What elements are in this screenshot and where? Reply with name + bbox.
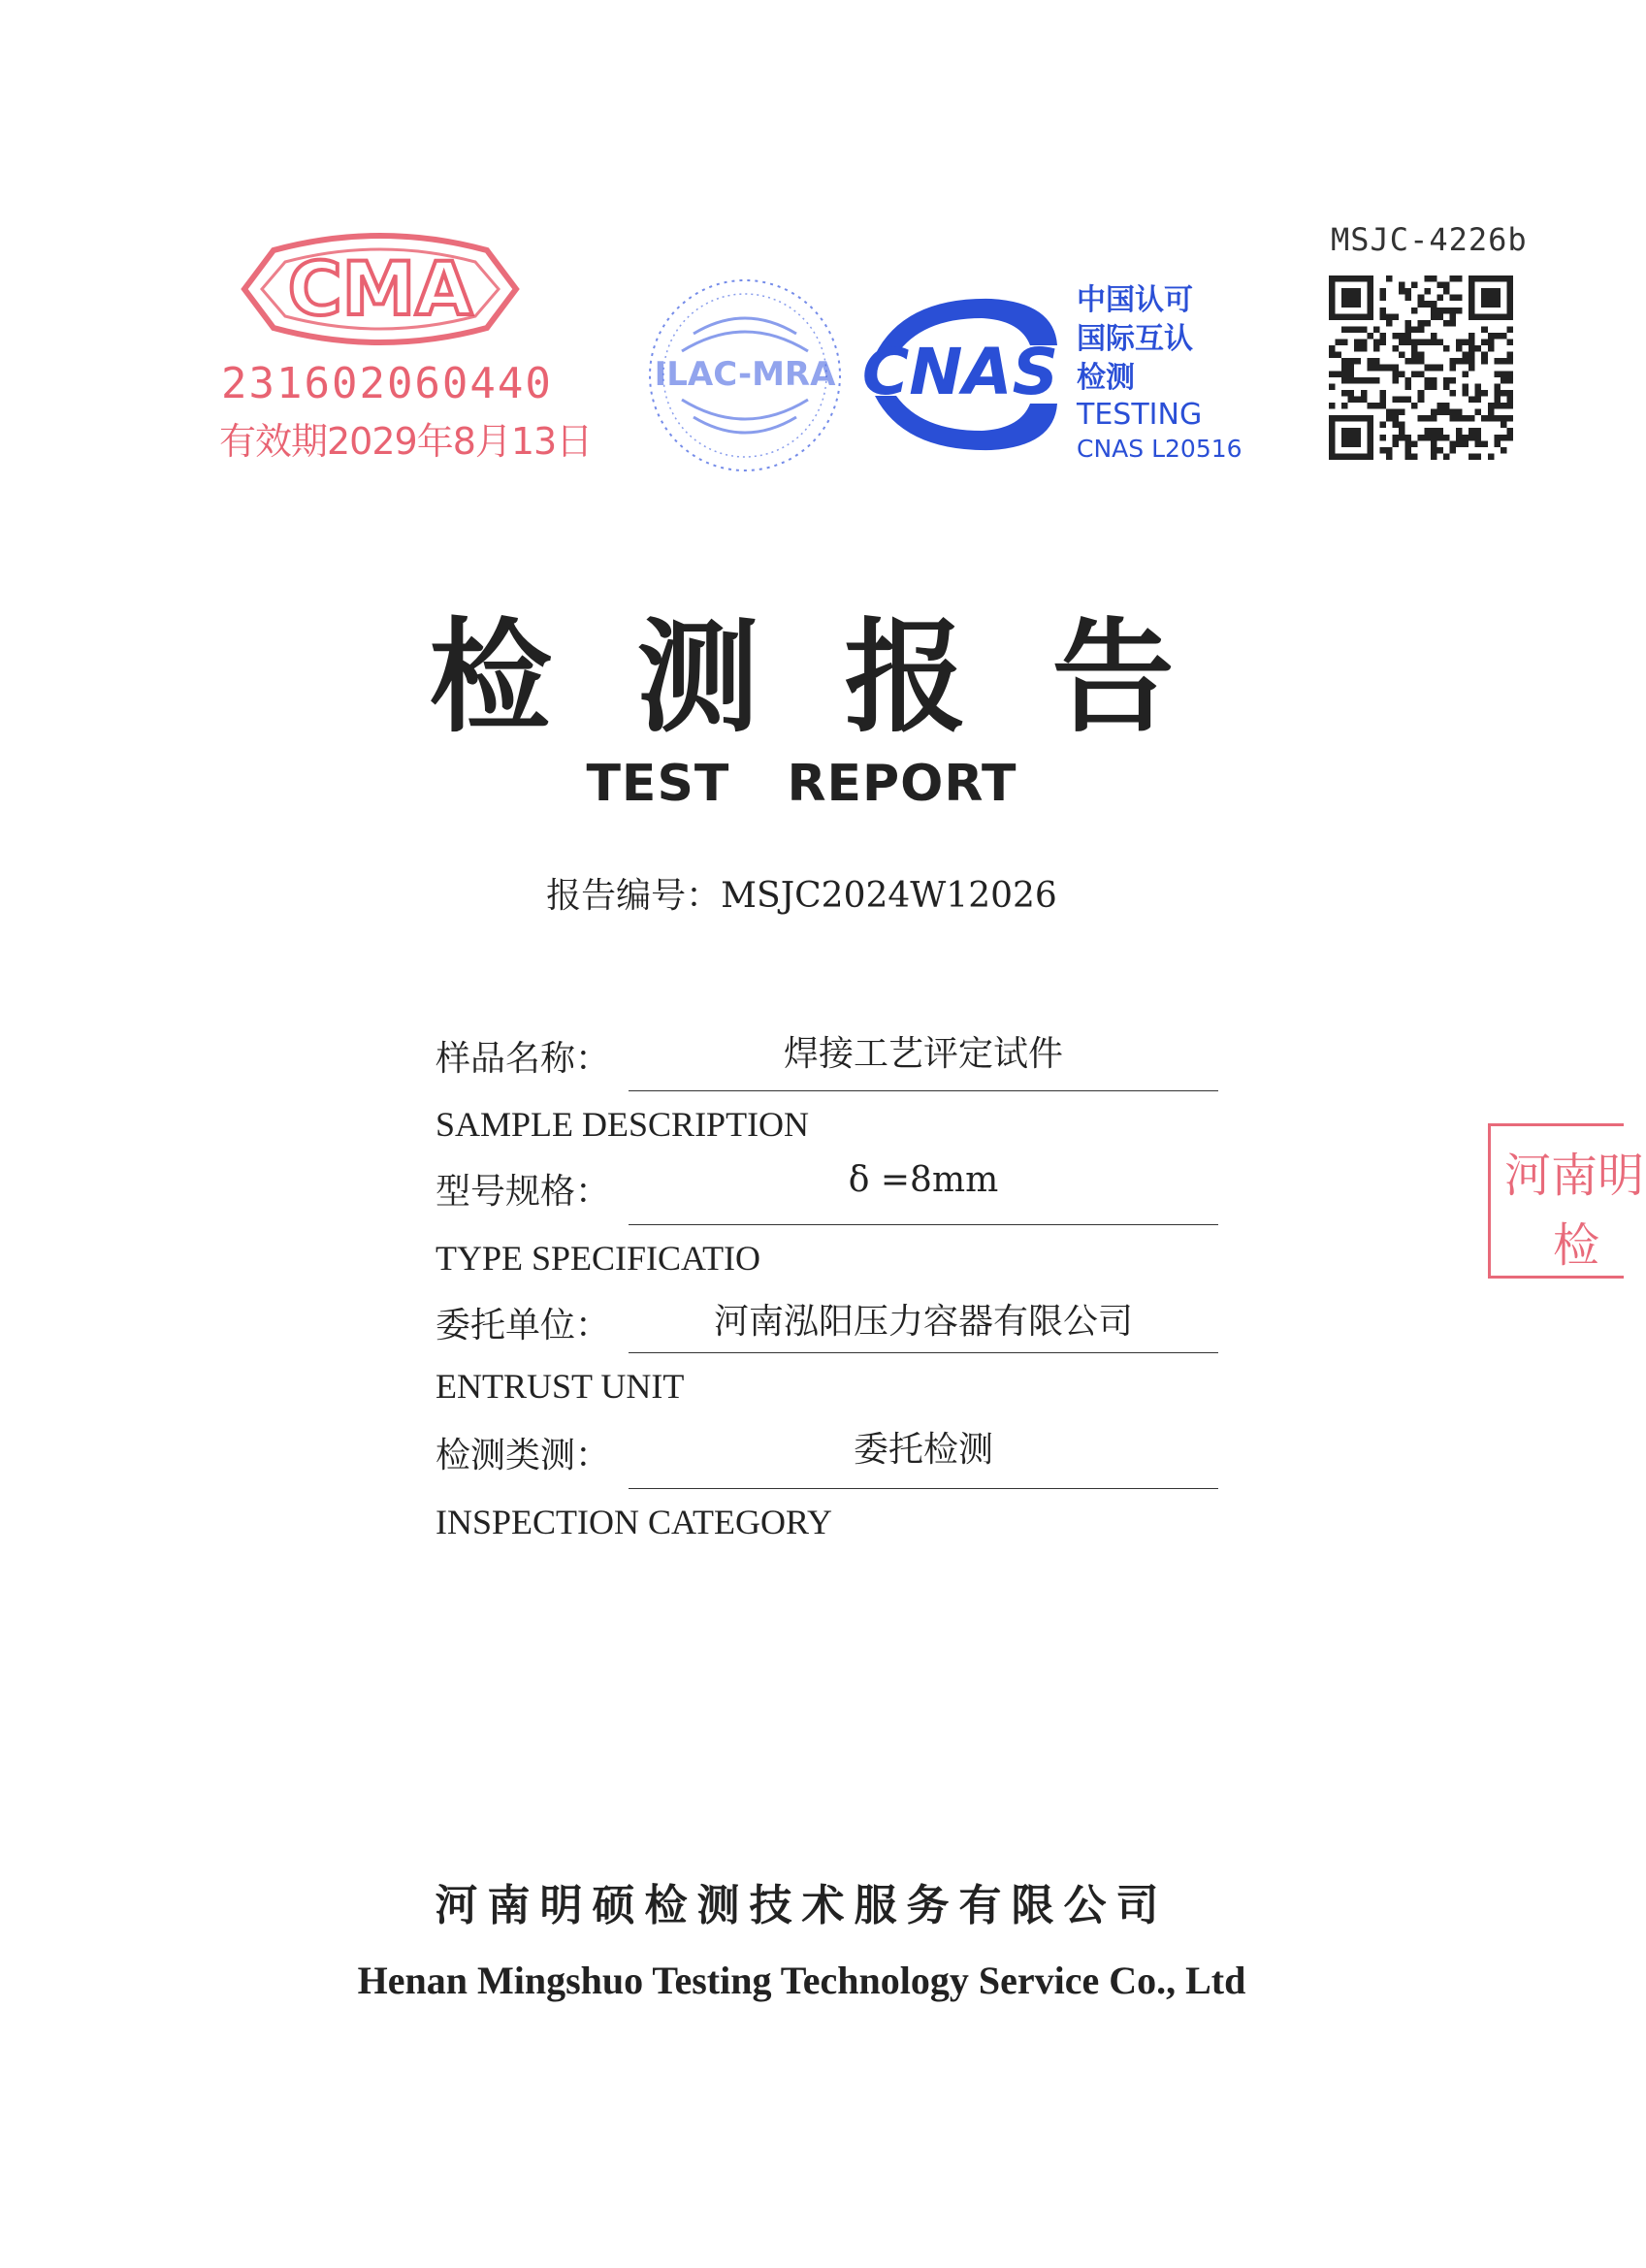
report-number: 报告编号：MSJC2024W12026 [546,876,1057,916]
cnas-logo-icon [846,287,1069,462]
field-underline [629,1488,1218,1489]
field-label-model-spec: 型号规格： [436,1172,611,1212]
cnas-logo-text: CNAS [861,335,1059,409]
field-value-model-spec: δ =8mm [848,1160,999,1200]
side-stamp [1488,1123,1645,1279]
cma-validity: 有效期2029年8月13日 [219,420,593,463]
qr-code-icon [1329,275,1513,460]
field-label-sample-name: 样品名称： [436,1039,611,1079]
cma-logo-icon [235,231,526,357]
report-title-cn: 检测报告 [429,605,1260,749]
field-label-entrust-unit: 委托单位： [436,1306,611,1345]
field-underline [629,1224,1218,1225]
field-label-inspection-category: 检测类测： [436,1436,611,1475]
cnas-testing: TESTING [1077,398,1203,432]
field-label-en-entrust: ENTRUST UNIT [436,1367,685,1406]
cma-stamp [215,231,593,464]
field-underline [629,1090,1218,1091]
document-code: MSJC-4226b [1331,221,1528,258]
cma-logo-text: CMA [287,245,473,332]
field-value-sample-name: 焊接工艺评定试件 [783,1034,1063,1074]
field-label-en-sample: SAMPLE DESCRIPTION [436,1105,810,1144]
field-value-inspection-category: 委托检测 [853,1430,993,1470]
cnas-code: CNAS L20516 [1077,435,1243,463]
report-title-en: TEST REPORT [586,755,1017,813]
cnas-line-1: 中国认可 [1077,283,1193,317]
cnas-line-3: 检测 [1077,361,1135,395]
ilac-label: ILAC-MRA [654,355,836,394]
company-name-en: Henan Mingshuo Testing Technology Service Co., Ltd [357,1959,1246,2002]
field-underline [629,1352,1218,1353]
ilac-mra-seal-icon [643,274,847,477]
cma-number: 231602060440 [221,359,553,408]
field-label-en-inspection: INSPECTION CATEGORY [436,1503,833,1541]
side-stamp-line-1: 河南明 [1504,1149,1645,1203]
field-label-en-type: TYPE SPECIFICATIO [436,1239,761,1278]
field-value-entrust-unit: 河南泓阳压力容器有限公司 [713,1302,1133,1342]
cnas-line-2: 国际互认 [1077,322,1193,356]
cnas-accreditation-text [1077,281,1243,466]
company-name-cn: 河南明硕检测技术服务有限公司 [435,1881,1169,1930]
side-stamp-line-2: 检 [1553,1218,1600,1273]
